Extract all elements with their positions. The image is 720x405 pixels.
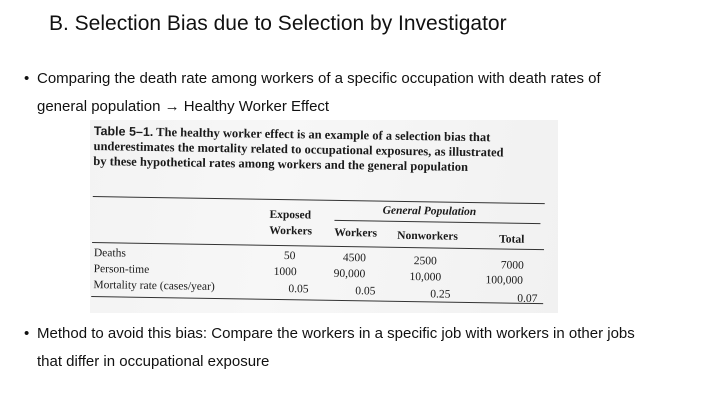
cell-persontime-exposed: 1000	[273, 265, 297, 279]
table-5-1	[90, 120, 558, 313]
cell-deaths-total: 7000	[500, 259, 524, 272]
bullet-dot: •	[24, 325, 30, 342]
bullet-healthy-worker	[24, 65, 704, 121]
cell-rate-nonworkers: 0.25	[430, 288, 451, 301]
header-nonworkers: Nonworkers	[397, 229, 459, 243]
caption-line1: The healthy worker effect is an example of a selection bias that	[153, 124, 491, 145]
bullet-text-line1: Method to avoid this bias: Compare the workers in a specific job with workers in other jobs	[37, 325, 635, 342]
cell-persontime-nonworkers: 10,000	[409, 271, 442, 284]
slide-title: B. Selection Bias due to Selection by Investigator	[49, 12, 507, 35]
caption-line2: underestimates the mortality related to occupational exposures, as illustrated	[93, 139, 504, 160]
group-header-general-population: General Population	[382, 204, 477, 219]
row-label-deaths: Deaths	[93, 247, 126, 260]
bullet-text-line2: that differ in occupational exposure	[37, 353, 270, 370]
cell-rate-exposed: 0.05	[288, 283, 309, 296]
bullet-avoid-bias	[24, 320, 704, 376]
header-total: Total	[499, 233, 525, 246]
bullet-text-line2: general population → Healthy Worker Effect	[37, 98, 330, 115]
cell-deaths-workers: 4500	[342, 251, 366, 265]
cell-deaths-exposed: 50	[283, 250, 296, 263]
cell-persontime-total: 100,000	[485, 274, 523, 287]
table-bottom-rule	[91, 296, 543, 304]
caption-line3: by these hypothetical rates among workers and the general population	[93, 154, 469, 174]
header-exposed: Exposed	[269, 208, 312, 222]
bullet-text-line1: Comparing the death rate among workers of a specific occupation with death rates of	[37, 70, 601, 87]
cell-rate-total: 0.07	[517, 292, 538, 306]
group-header-rule	[334, 220, 540, 224]
table-label: Table 5–1.	[93, 124, 154, 139]
header-bottom-rule	[92, 242, 544, 250]
header-workers: Workers	[334, 226, 378, 240]
row-label-person-time: Person-time	[93, 263, 150, 276]
cell-rate-workers: 0.05	[355, 285, 376, 298]
bullet-dot: •	[24, 70, 30, 87]
table-caption	[93, 124, 544, 176]
cell-deaths-nonworkers: 2500	[413, 255, 437, 268]
row-label-mortality-rate: Mortality rate (cases/year)	[93, 279, 215, 293]
table-top-rule	[93, 196, 545, 204]
cell-persontime-workers: 90,000	[333, 267, 366, 281]
table-photo	[90, 120, 558, 313]
header-exposed-workers: Workers	[269, 224, 313, 238]
